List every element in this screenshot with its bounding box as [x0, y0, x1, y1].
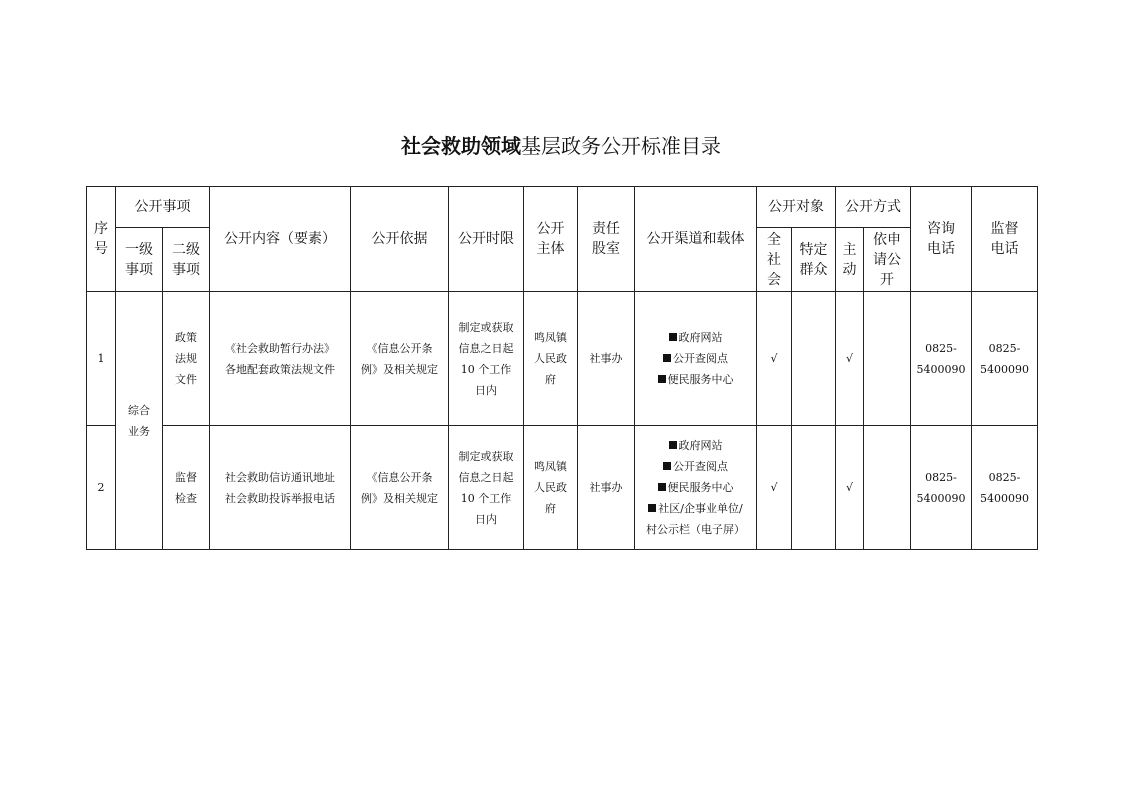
row-level2: 政策 法规 文件	[163, 292, 210, 426]
channel-item: 便民服务中心	[635, 477, 756, 498]
channel-item: 便民服务中心	[635, 369, 756, 390]
header-method-active: 主 动	[836, 228, 864, 292]
row-method-active-check: √	[836, 426, 864, 550]
row-seq: 1	[87, 292, 116, 426]
square-bullet-icon	[658, 483, 666, 491]
title-bold-part: 社会救助领域	[401, 134, 521, 158]
table-row	[87, 292, 1038, 426]
row-audience-specific-check	[792, 292, 836, 426]
square-bullet-icon	[663, 462, 671, 470]
row-dept: 社事办	[578, 292, 635, 426]
page-title	[0, 130, 1122, 159]
row-supervise-phone: 0825- 5400090	[972, 426, 1038, 550]
row-audience-all-check: √	[757, 426, 792, 550]
title-regular-part: 基层政务公开标准目录	[521, 134, 721, 158]
row-seq: 2	[87, 426, 116, 550]
header-content: 公开内容（要素）	[210, 187, 351, 292]
row-method-active-check: √	[836, 292, 864, 426]
row-channels	[635, 292, 757, 426]
table-row	[87, 426, 1038, 550]
header-consult: 咨询 电话	[911, 187, 972, 292]
header-supervise: 监督 电话	[972, 187, 1038, 292]
header-matter: 公开事项	[116, 187, 210, 228]
row-supervise-phone: 0825- 5400090	[972, 292, 1038, 426]
header-channel: 公开渠道和载体	[635, 187, 757, 292]
header-audience: 公开对象	[757, 187, 836, 228]
row-subject: 鸣凤镇 人民政 府	[524, 292, 578, 426]
catalog-table	[86, 186, 1038, 550]
row-audience-all-check: √	[757, 292, 792, 426]
row-audience-specific-check	[792, 426, 836, 550]
level1-merged-cell: 综合 业务	[116, 292, 163, 550]
row-channels	[635, 426, 757, 550]
channel-item: 政府网站	[635, 435, 756, 456]
header-level2: 二级 事项	[163, 228, 210, 292]
row-consult-phone: 0825- 5400090	[911, 426, 972, 550]
row-method-request-check	[864, 292, 911, 426]
square-bullet-icon	[663, 354, 671, 362]
header-audience-specific: 特定 群众	[792, 228, 836, 292]
header-audience-all: 全 社 会	[757, 228, 792, 292]
header-time-limit: 公开时限	[449, 187, 524, 292]
channel-item: 公开查阅点	[635, 456, 756, 477]
row-basis: 《信息公开条 例》及相关规定	[351, 426, 449, 550]
channel-item: 政府网站	[635, 327, 756, 348]
row-level2: 监督 检查	[163, 426, 210, 550]
row-content: 社会救助信访通讯地址 社会救助投诉举报电话	[210, 426, 351, 550]
row-basis: 《信息公开条 例》及相关规定	[351, 292, 449, 426]
channel-item-continuation: 村公示栏（电子屏）	[646, 523, 745, 536]
row-time-limit: 制定或获取 信息之日起 10 个工作 日内	[449, 426, 524, 550]
square-bullet-icon	[648, 504, 656, 512]
row-consult-phone: 0825- 5400090	[911, 292, 972, 426]
header-seq: 序 号	[87, 187, 116, 292]
header-dept: 责任 股室	[578, 187, 635, 292]
row-method-request-check	[864, 426, 911, 550]
square-bullet-icon	[669, 441, 677, 449]
header-level1: 一级 事项	[116, 228, 163, 292]
row-time-limit: 制定或获取 信息之日起 10 个工作 日内	[449, 292, 524, 426]
channel-item: 公开查阅点	[635, 348, 756, 369]
header-subject: 公开 主体	[524, 187, 578, 292]
header-basis: 公开依据	[351, 187, 449, 292]
header-method-request: 依申 请公 开	[864, 228, 911, 292]
square-bullet-icon	[658, 375, 666, 383]
square-bullet-icon	[669, 333, 677, 341]
header-method: 公开方式	[836, 187, 911, 228]
row-subject: 鸣凤镇 人民政 府	[524, 426, 578, 550]
row-dept: 社事办	[578, 426, 635, 550]
row-content: 《社会救助暂行办法》 各地配套政策法规文件	[210, 292, 351, 426]
channel-item: 社区/企事业单位/	[635, 498, 756, 519]
